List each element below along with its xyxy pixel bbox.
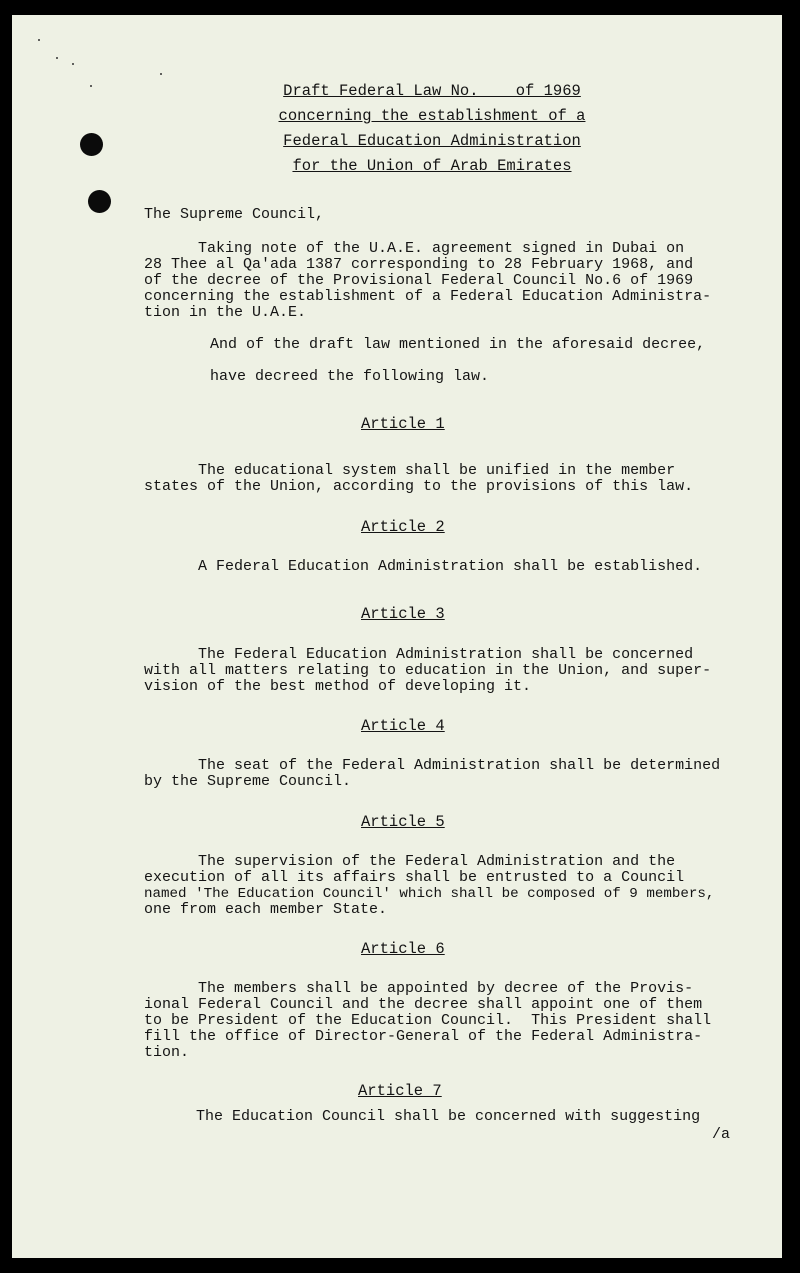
article-6-line-2: ional Federal Council and the decree shall appoint one of them xyxy=(144,996,703,1013)
article-5-heading: Article 5 xyxy=(361,813,445,831)
preamble-line-2: 28 Thee al Qa'ada 1387 corresponding to 28 February 1968, and xyxy=(144,256,694,273)
article-4-line-2: by the Supreme Council. xyxy=(144,773,352,790)
article-1-line-1: The educational system shall be unified in the member xyxy=(144,462,676,479)
title-line-4: for the Union of Arab Emirates xyxy=(292,157,572,175)
article-6-line-4: fill the office of Director-General of the Federal Administra- xyxy=(144,1028,703,1045)
article-3-line-3: vision of the best method of developing it. xyxy=(144,678,532,695)
document-title xyxy=(252,79,612,179)
punch-hole-bottom xyxy=(88,190,111,213)
title-line-2: concerning the establishment of a xyxy=(278,107,586,125)
article-5-line-2: execution of all its affairs shall be entrusted to a Council xyxy=(144,869,685,886)
article-1-line-2: states of the Union, according to the provisions of this law. xyxy=(144,478,694,495)
article-7-heading: Article 7 xyxy=(358,1082,442,1100)
article-6-line-3: to be President of the Education Council. This President shall xyxy=(144,1012,712,1029)
article-5-line-1: The supervision of the Federal Administration and the xyxy=(144,853,676,870)
article-7-line-1: The Education Council shall be concerned with suggesting xyxy=(142,1108,701,1125)
decreed-line: have decreed the following law. xyxy=(210,368,490,385)
preamble-line-5: tion in the U.A.E. xyxy=(144,304,307,321)
preamble-line-3: of the decree of the Provisional Federal Council No.6 of 1969 xyxy=(144,272,694,289)
article-6-line-1: The members shall be appointed by decree of the Provis- xyxy=(144,980,694,997)
article-2-heading: Article 2 xyxy=(361,518,445,536)
speck xyxy=(56,57,58,59)
preamble-line-4: concerning the establishment of a Federal Education Administra- xyxy=(144,288,712,305)
continuation-mark: /a xyxy=(712,1126,731,1143)
article-3-line-2: with all matters relating to education in the Union, and super- xyxy=(144,662,712,679)
article-6-line-5: tion. xyxy=(144,1044,190,1061)
article-4-heading: Article 4 xyxy=(361,717,445,735)
article-5-line-3: named 'The Education Council' which shall be composed of 9 members, xyxy=(144,886,715,902)
title-line-3: Federal Education Administration xyxy=(283,132,581,150)
salutation: The Supreme Council, xyxy=(144,206,325,223)
speck xyxy=(160,73,162,75)
article-5-line-4: one from each member State. xyxy=(144,901,388,918)
article-4-line-1: The seat of the Federal Administration shall be determined xyxy=(144,757,721,774)
article-3-line-1: The Federal Education Administration shall be concerned xyxy=(144,646,694,663)
punch-hole-top xyxy=(80,133,103,156)
document-page xyxy=(12,15,782,1258)
title-line-1: Draft Federal Law No. of 1969 xyxy=(283,82,581,100)
article-6-heading: Article 6 xyxy=(361,940,445,958)
preamble-line-1: Taking note of the U.A.E. agreement signed in Dubai on xyxy=(144,240,685,257)
article-1-heading: Article 1 xyxy=(361,415,445,433)
article-3-heading: Article 3 xyxy=(361,605,445,623)
article-2-line-1: A Federal Education Administration shall be established. xyxy=(144,558,703,575)
speck xyxy=(38,39,40,41)
speck xyxy=(72,63,74,65)
speck xyxy=(90,85,92,87)
draft-law-line: And of the draft law mentioned in the aforesaid decree, xyxy=(210,336,706,353)
